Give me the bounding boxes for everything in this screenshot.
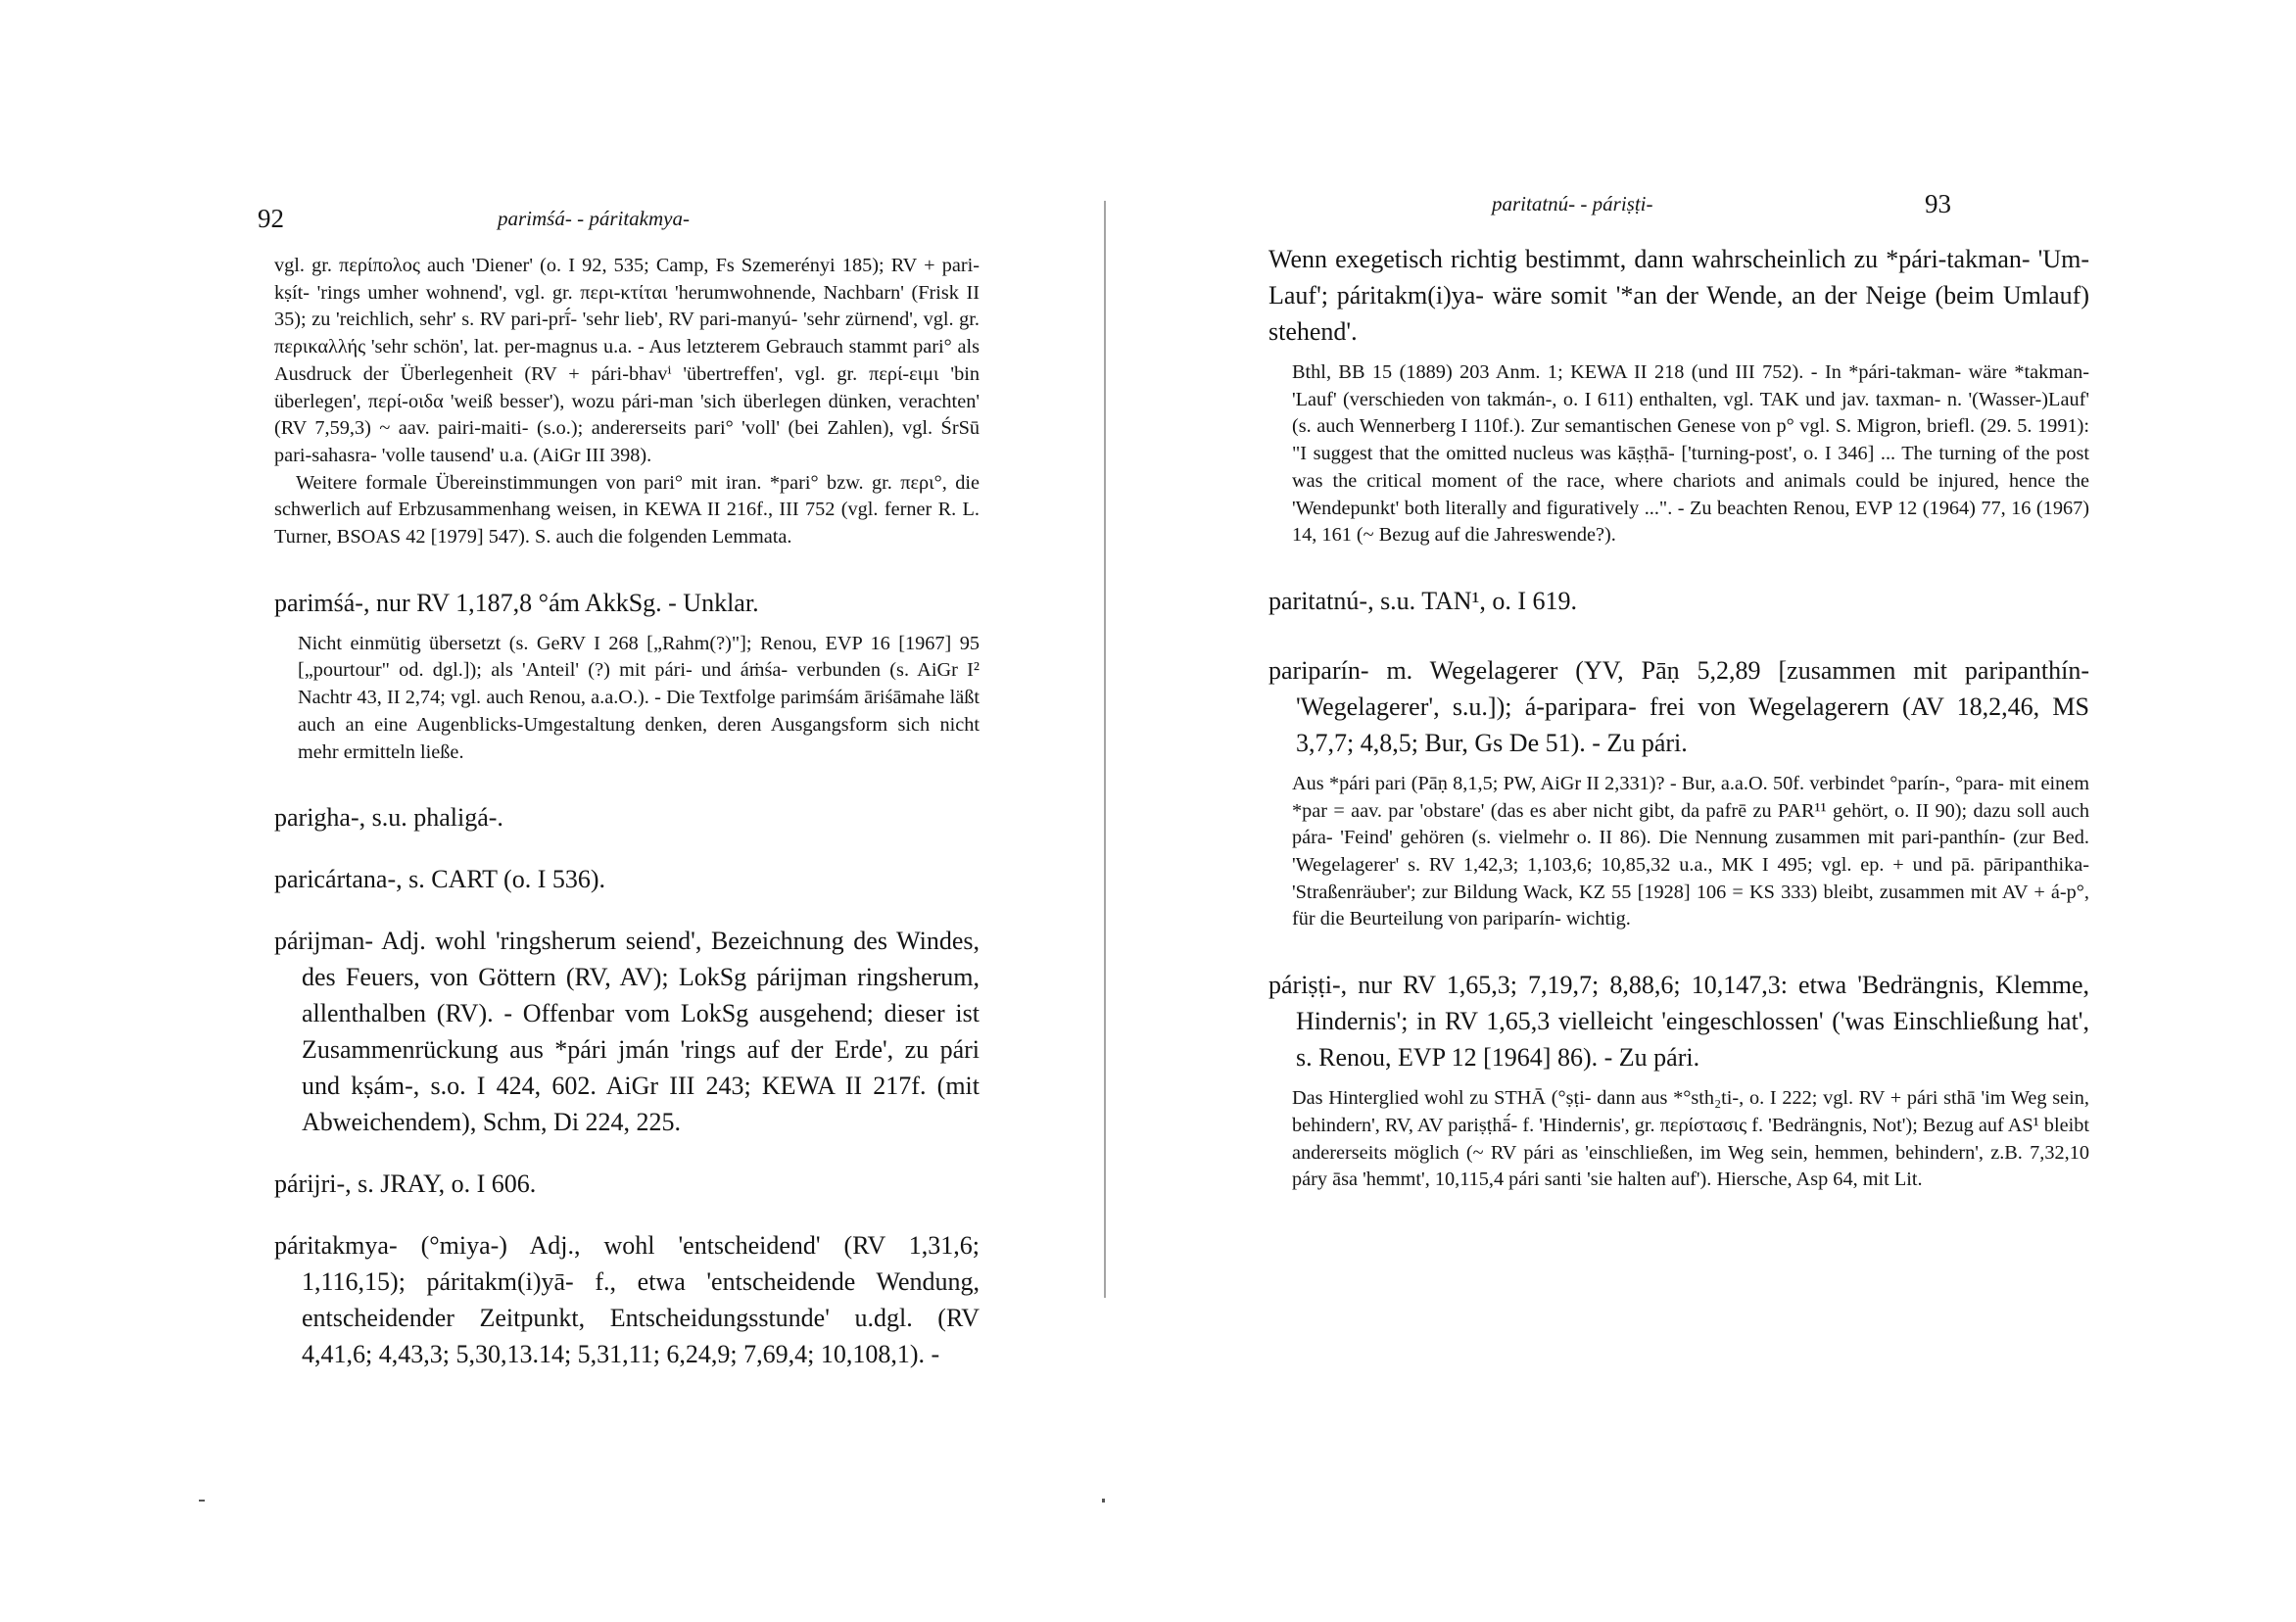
gutter-divider xyxy=(1104,201,1106,1298)
scan-speck xyxy=(199,1500,205,1502)
paragraph-note: Nicht einmütig übersetzt (s. GeRV I 268 [„Rahm(?)"]; Renou, EVP 16 [1967] 95 [„pourtour" od. dgl.]); als 'Anteil' (?) mit pári- und áṁśa- verbunden (s. AiGr I² Nachtr 43, II 2,74; vgl. auch Renou, a.a.O.). - Die Textfolge parimśám āriśāmahe läßt auch an eine Augenblicks-Umgestaltung denken, deren Ausgangsform sich nicht mehr ermitteln ließe. xyxy=(298,632,980,763)
entry-parimsa: parimśá-, nur RV 1,187,8 °ám AkkSg. - Unklar. xyxy=(274,588,759,617)
page-number: 92 xyxy=(258,204,284,233)
entry-paritakmya: páritakmya- (°miya-) Adj., wohl 'entscheidend' (RV 1,31,6; 1,116,15); páritakm(i)yā- f., etwa 'entscheidende Wendung, entscheidender Zeitpunkt, Entscheidungsstunde' u.dgl. (RV 4,41,6; 4,43,3; 5,30,13.14; 5,31,11; 6,24,9; 7,69,4; 10,108,1). - xyxy=(274,1231,980,1369)
entry-paritatnu: paritatnú-, s.u. TAN¹, o. I 619. xyxy=(1268,586,1578,615)
entry-parigha: parigha-, s.u. phaligá-. xyxy=(274,803,503,833)
page-number: 93 xyxy=(1925,189,1951,218)
right-page xyxy=(1126,0,2296,1622)
right-page-text xyxy=(1268,241,2089,1194)
paragraph-note: Das Hinterglied wohl zu STHĀ (°ṣṭi- dann aus *°sth₂ti-, o. I 222; vgl. RV + pári sthā 'im Weg sein, behindern', RV, AV pariṣṭhā́- f. 'Hindernis', gr. περίστασις f. 'Bedrängnis, Not'); Bezug auf AS¹ bleibt andererseits möglich (~ RV pári as 'einschließen, im Weg sein, hemmen, behindern', z.B. 7,32,10 páry āsa 'hemmt', 10,115,4 pári santi 'sie halten auf'). Hiersche, Asp 64, mit Lit. xyxy=(1292,1087,2089,1191)
entry-pariparin: pariparín- m. Wegelagerer (YV, Pāṇ 5,2,89 [zusammen mit paripanthín- 'Wegelagerer', s.u.]); á-paripara- frei von Wegelagerern (AV 18,2,46, MS 3,7,7; 4,8,5; Bur, Gs De 51). - Zu pári. xyxy=(1268,655,2089,757)
left-page xyxy=(0,0,1097,1622)
entry-parijman: párijman- Adj. wohl 'ringsherum seiend', Bezeichnung des Windes, des Feuers, von Göttern (RV, AV); LokSg párijman ringsherum, allenthalben (RV). - Offenbar vom LokSg ausgehend; dieser ist Zusammenrückung aus *pári jmán 'rings auf der Erde', zu pári und kṣám-, s.o. I 424, 602. AiGr III 243; KEWA II 217f. (mit Abweichendem), Schm, Di 224, 225. xyxy=(274,927,980,1137)
paragraph-note: Bthl, BB 15 (1889) 203 Anm. 1; KEWA II 218 (und III 752). - In *pári-takman- wäre *takman- 'Lauf' (verschieden von takmán-, o. I 611) enthalten, vgl. TAK und jav. taxman- n. '(Wasser-)Lauf' (s. auch Wennerberg I 110f.). Zur semantischen Genese von p° vgl. S. Migron, briefl. (29. 5. 1991): "I suggest that the omitted nucleus was kāṣṭhā- ['turning-post', o. I 346] ... The turning of the post was the critical moment of the race, where chariots and animals could be injured, hence the 'Wendepunkt' both literally and figuratively ...". - Zu beachten Renou, EVP 12 (1964) 77, 16 (1967) 14, 161 (~ Bezug auf die Jahreswende?). xyxy=(1292,361,2089,547)
paragraph-note: Weitere formale Übereinstimmungen von pari° mit iran. *pari° bzw. gr. περι°, die schwerlich auf Erbzusammenhang weisen, in KEWA II 216f., III 752 (vgl. ferner R. L. Turner, BSOAS 42 [1979] 547). S. auch die folgenden Lemmata. xyxy=(274,471,980,549)
entry-parijri: párijri-, s. JRAY, o. I 606. xyxy=(274,1169,537,1199)
entry-paricartana: paricártana-, s. CART (o. I 536). xyxy=(274,865,606,894)
running-head: parimśá- - páritakmya- xyxy=(498,207,690,230)
entry-paristi: páriṣṭi-, nur RV 1,65,3; 7,19,7; 8,88,6; 10,147,3: etwa 'Bedrängnis, Klemme, Hindernis'; in RV 1,65,3 vielleicht 'eingeschlossen' ('was Einschließung hat', s. Renou, EVP 12 [1964] 86). - Zu pári. xyxy=(1268,971,2089,1073)
scan-speck xyxy=(1102,1499,1105,1503)
paragraph-continuation: Wenn exegetisch richtig bestimmt, dann wahrscheinlich zu *pári-takman- 'Um-Lauf'; páritakm(i)ya- wäre somit '*an der Wende, an der Neige (beim Umlauf) stehend'. xyxy=(1268,245,2089,346)
paragraph-note: vgl. gr. περίπολος auch 'Diener' (o. I 92, 535; Camp, Fs Szemerényi 185); RV + pari-kṣít- 'rings umher wohnend', vgl. gr. περι-κτίται 'herumwohnende, Nachbarn' (Frisk II 35); zu 'reichlich, sehr' s. RV pari-prī́- 'sehr lieb', RV pari-manyú- 'sehr zürnend', vgl. gr. περικαλλής 'sehr schön', lat. per-magnus u.a. - Aus letzterem Gebrauch stammt pari° als Ausdruck der Überlegenheit (RV + pári-bhavⁱ 'übertreffen', vgl. gr. περί-ειμι 'bin überlegen', περί-οιδα 'weiß besser'), wozu pári-man 'sich überlegen dünken, verachten' (RV 7,59,3) ~ aav. pairi-maiti- (s.o.); andererseits pari° 'voll' (bei Zahlen), vgl. ŚrSū pari-sahasra- 'volle tausend' u.a. (AiGr III 398). xyxy=(274,255,980,466)
left-page-text xyxy=(274,253,980,1372)
paragraph-note: Aus *pári pari (Pāṇ 8,1,5; PW, AiGr II 2,331)? - Bur, a.a.O. 50f. verbindet °parín-, °para- mit einem *par = aav. par 'obstare' (das es aber nicht gibt, da pafrē zu PAR¹¹ gehört, o. II 90); dazu soll auch pára- 'Feind' gehören (s. vielmehr o. II 86). Die Nennung zusammen mit pari-panthín- (zur Bed. 'Wegelagerer' s. RV 1,42,3; 1,103,6; 10,85,32 u.a., MK I 495; vgl. ep. + und pā. pāripanthika- 'Straßenräuber'; zur Bildung Wack, KZ 55 [1928] 106 = KS 333) bleibt, zusammen mit AV + á-p°, für die Beurteilung von pariparín- wichtig. xyxy=(1292,772,2089,930)
running-head: paritatnú- - páriṣṭi- xyxy=(1492,192,1653,215)
